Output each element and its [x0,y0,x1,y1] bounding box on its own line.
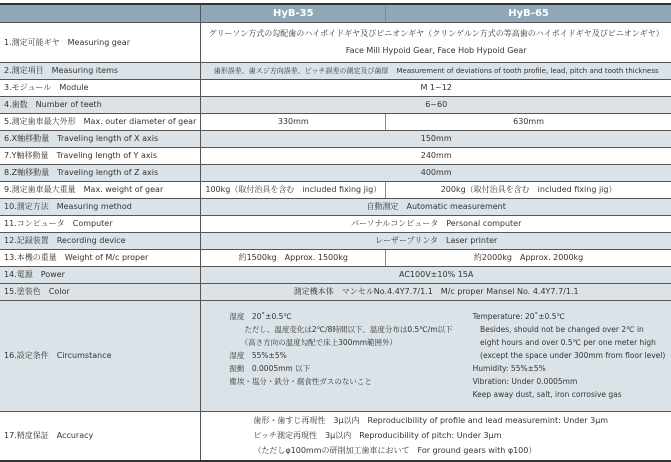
row-value: 6~60 [201,96,671,113]
label-en: Power [40,270,65,279]
table-row [0,113,671,130]
label-jp: 17.精度保証 [4,431,49,441]
row-label [0,283,201,300]
label-en: Traveling length of Z axis [57,168,159,177]
label-jp: 16.設定条件 [4,351,49,360]
condition-jp: 湿度 20˚±0.5℃ [229,312,292,321]
header-model-hyb35: HyB-35 [201,4,386,22]
value-hyb65: 約2000kg Approx. 2000kg [386,249,671,266]
label-en: Computer [72,219,113,228]
value-hyb65: 200kg（取付治具を含む included fixing jig） [386,181,671,198]
table-row [0,79,671,96]
table-row [0,130,671,147]
table-row [0,232,671,249]
label-jp: 3.モジュール [4,83,52,92]
label-jp: 13.本機の重量 [4,253,57,262]
label-jp: 1.測定可能ギヤ [4,37,60,47]
table-row [0,147,671,164]
label-jp: 15.塗装色 [4,287,41,296]
row-label [0,232,201,249]
row-label [0,411,201,461]
value-jp: 歯形誤差、歯スジ方向誤差、ピッチ誤差の測定及び歯厚 [213,66,389,75]
row-label [0,130,201,147]
row-label [0,22,201,62]
label-en: Max. outer diameter of gear [83,117,197,126]
table-row [0,283,671,300]
accuracy-line: 歯形・歯すじ再現性 3μ以内 Reproducibility of profile and lead measuremint: Under 3μm [253,416,609,426]
label-jp: 12.記録装置 [4,236,49,245]
label-en: Traveling length of Y axis [56,151,157,160]
row-label [0,96,201,113]
label-jp: 6.X軸移動量 [4,134,50,143]
table-row [0,181,671,198]
table-row [0,62,671,79]
label-en: Traveling length of X axis [57,134,159,143]
condition-jp: 振動 0.0005mm 以下 [229,364,311,373]
header-blank [0,4,201,22]
label-en: Measuring items [51,66,119,75]
row-value: 自動測定 Automatic measurement [201,198,671,215]
label-jp: 5.測定歯車最大外形 [4,117,76,126]
header-row [0,4,671,22]
label-en: Number of teeth [35,100,102,109]
label-en: Module [59,83,89,92]
condition-en: Keep away dust, salt, iron corrosive gas [472,390,622,399]
condition-jp: 塵埃・塩分・鉄分・腐食性ガスのないこと [229,377,372,386]
table-row [0,411,671,461]
row-value [201,62,671,79]
label-jp: 2.測定項目 [4,66,44,75]
condition-en: (except the space under 300mm from floor level) [472,351,666,360]
row-value: M 1~12 [201,79,671,96]
condition-jp: （高さ方向の温度勾配で床上300mm範囲外） [229,338,398,347]
value-en: Face Mill Hypoid Gear, Face Hob Hypoid Gear [345,46,527,55]
row-value [201,22,671,62]
row-value: レーザープリンタ Laser printer [201,232,671,249]
label-jp: 11.コンピュータ [4,219,65,228]
condition-en: Besides, should not be changed over 2℃ in [472,325,644,334]
condition-en: Humidity: 55%±5% [472,364,546,373]
value-hyb65: 630mm [386,113,671,130]
label-en: Max. weight of gear [83,185,164,194]
label-jp: 8.Z軸移動量 [4,168,50,177]
row-label [0,113,201,130]
spec-table [0,3,671,462]
label-jp: 9.測定歯車最大重量 [4,185,76,194]
accuracy-line: ピッチ測定再現性 3μ以内 Reproducibility of pitch: Under 3μm [253,431,502,441]
value-jp: グリーソン方式の勾配歯のハイポイドギヤ及びピニオンギヤ（クリンゲルン方式の等高歯のハイポイドギヤ及びピニオンギヤ） [208,29,664,38]
table-row [0,215,671,232]
table-row [0,96,671,113]
header-model-hyb65: HyB-65 [386,4,671,22]
row-label [0,266,201,283]
table-row [0,164,671,181]
row-label [0,164,201,181]
label-jp: 7.Y軸移動量 [4,151,49,160]
table-row [0,300,671,411]
label-jp: 14.電源 [4,270,33,279]
label-en: Circumstance [56,351,112,360]
condition-jp: ただし、温度変化は2℃/8時間以下、温度分布は0.5℃/m以下 [229,325,453,334]
row-label [0,249,201,266]
label-en: Weight of M/c proper [64,253,149,262]
row-value [201,411,671,461]
row-label [0,215,201,232]
label-en: Measuring method [56,202,132,211]
condition-en: eight hours and over 0.5℃ per one meter high [472,338,656,347]
row-value [201,300,671,411]
value-hyb35: 約1500kg Approx. 1500kg [201,249,386,266]
condition-en: Vibration: Under 0.0005mm [472,377,578,386]
condition-jp: 湿度 55%±5% [229,351,287,360]
label-en: Color [48,287,70,296]
row-value: AC100V±10% 15A [201,266,671,283]
value-hyb35: 330mm [201,113,386,130]
accuracy-line: （ただしφ100mmの研削加工歯車において For ground gears with φ100） [253,446,537,456]
table-row [0,266,671,283]
table-row [0,22,671,62]
row-value: 測定機本体 マンセルNo.4.4Y7.7/1.1 M/c proper Mansel No. 4.4Y7.7/1.1 [201,283,671,300]
table-row [0,198,671,215]
value-hyb35: 100kg（取付治具を含む included fixing jig） [201,181,386,198]
label-jp: 4.歯数 [4,100,28,109]
row-label [0,198,201,215]
row-label [0,147,201,164]
row-label [0,181,201,198]
row-value: 150mm [201,130,671,147]
label-jp: 10.測定方法 [4,202,49,211]
row-label [0,79,201,96]
label-en: Accuracy [56,431,94,441]
row-value: 240mm [201,147,671,164]
row-value: 400mm [201,164,671,181]
condition-en: Temperature: 20˚±0.5℃ [472,312,565,321]
label-en: Measuring gear [67,37,130,47]
label-en: Recording device [56,236,126,245]
table-row [0,249,671,266]
row-label [0,300,201,411]
value-en: Measurement of deviations of tooth profile, lead, pitch and tooth thickness [396,66,659,75]
row-label [0,62,201,79]
row-value: パーソナルコンピュータ Personal computer [201,215,671,232]
